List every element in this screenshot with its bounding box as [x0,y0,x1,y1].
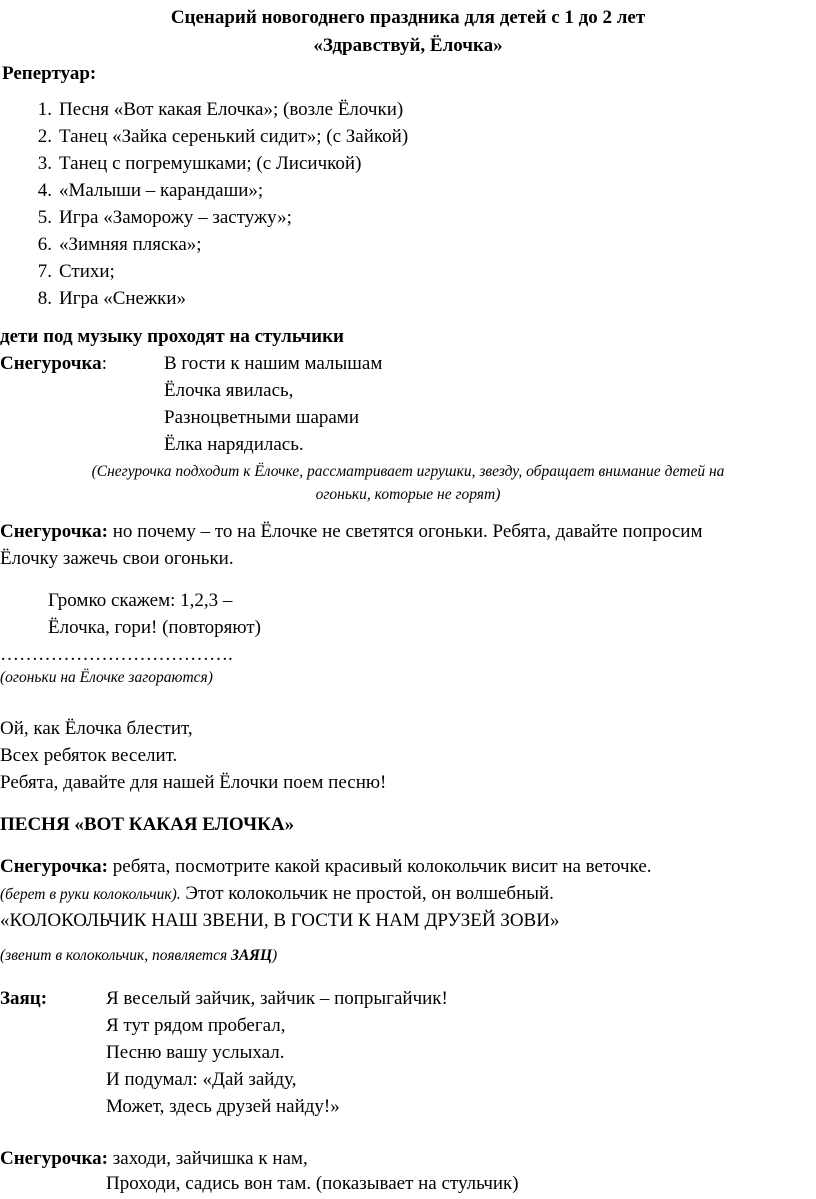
stage-direction: дети под музыку проходят на стульчики [0,326,344,347]
dialogue-line: «КОЛОКОЛЬЧИК НАШ ЗВЕНИ, В ГОСТИ К НАМ ДРУЗЕЙ ЗОВИ» [0,910,560,931]
verse-line: Может, здесь друзей найду!» [106,1096,340,1117]
chant-line: Громко скажем: 1,2,3 – [48,590,233,611]
repertoire-heading: Репертуар: [2,63,97,84]
chant-line: Ёлочка, гори! (повторяют) [48,617,261,638]
stage-remark: (звенит в колокольчик, появляется ЗАЯЦ) [0,947,278,964]
verse-line: Ёлка нарядилась. [164,434,304,455]
list-item: 1. Песня «Вот какая Елочка»; (возле Ёлочки) [37,99,404,120]
speaker-snegurochka: Снегурочка: [0,856,109,877]
stage-remark: (берет в руки колокольчик). [0,886,181,903]
verse-line: Я тут рядом пробегал, [106,1015,286,1036]
speaker-snegurochka: Снегурочка: [0,353,107,374]
stage-remark: (Снегурочка подходит к Ёлочке, рассматривает игрушки, звезду, обращает внимание детей на [91,463,725,480]
dialogue-line: Проходи, садись вон там. (показывает на стульчик) [106,1173,519,1194]
list-item: 3. Танец с погремушками; (с Лисичкой) [37,153,362,174]
dialogue-line: Снегурочка: заходи, зайчишка к нам, [0,1148,308,1169]
song-heading: ПЕСНЯ «ВОТ КАКАЯ ЕЛОЧКА» [0,814,295,835]
dialogue-line: Ёлочку зажечь свои огоньки. [0,548,234,569]
speaker-snegurochka: Снегурочка: [0,521,109,542]
list-item: 7. Стихи; [37,261,115,282]
title-line-1: Сценарий новогоднего праздника для детей с 1 до 2 лет [170,7,646,28]
verse-line: И подумал: «Дай зайду, [106,1069,297,1090]
stage-remark: огоньки, которые не горят) [315,486,501,503]
verse-line: Разноцветными шарами [164,407,360,428]
speaker-snegurochka: Снегурочка: [0,1148,109,1169]
list-item: 6. «Зимняя пляска»; [37,234,202,255]
verse-line: В гости к нашим малышам [164,353,383,374]
speaker-zayats: Заяц: [0,988,48,1009]
dialogue-line: Снегурочка: ребята, посмотрите какой красивый колокольчик висит на веточке. [0,856,652,877]
list-item: 4. «Малыши – карандаши»; [37,180,264,201]
verse-line: Ой, как Ёлочка блестит, [0,718,193,739]
dialogue-line: Снегурочка: но почему – то на Ёлочке не светятся огоньки. Ребята, давайте попросим [0,521,703,542]
title-line-2: «Здравствуй, Ёлочка» [313,35,503,56]
verse-line: Ёлочка явилась, [164,380,294,401]
list-item: 2. Танец «Зайка серенький сидит»; (с Зайкой) [37,126,409,147]
stage-remark: (огоньки на Ёлочке загораются) [0,669,213,686]
verse-line: Всех ребяток веселит. [0,745,178,766]
list-item: 5. Игра «Заморожу – застужу»; [37,207,292,228]
list-item: 8. Игра «Снежки» [37,288,186,309]
dialogue-line: (берет в руки колокольчик). Этот колокольчик не простой, он волшебный. [0,883,554,904]
verse-line: Я веселый зайчик, зайчик – попрыгайчик! [106,988,448,1009]
verse-line: Песню вашу услыхал. [106,1042,285,1063]
verse-line: Ребята, давайте для нашей Ёлочки поем песню! [0,772,387,793]
dots-separator: ………………………………. [0,644,233,665]
character-name: ЗАЯЦ [231,947,273,964]
